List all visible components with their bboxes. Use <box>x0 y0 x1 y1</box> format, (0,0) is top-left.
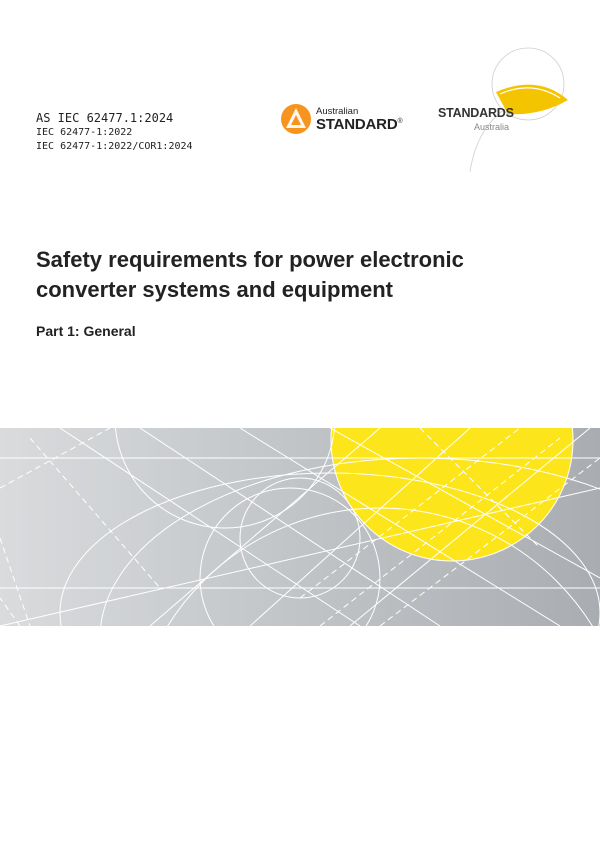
decorative-geometric-band <box>0 428 600 626</box>
australian-standard-logo <box>280 103 403 137</box>
related-standard-2: IEC 62477-1:2022/COR1:2024 <box>36 141 193 152</box>
standards-label: STANDARDS <box>438 106 514 120</box>
related-standard-1: IEC 62477-1:2022 <box>36 127 133 138</box>
australian-label: Australian <box>316 106 359 117</box>
document-title: Safety requirements for power electronic converter systems and equipment <box>36 247 464 302</box>
document-part: Part 1: General <box>36 323 136 339</box>
australia-label: Australia <box>474 122 510 132</box>
australian-standard-mark-icon <box>280 103 312 135</box>
standards-australia-logo <box>428 44 578 184</box>
standard-numbers <box>36 110 193 154</box>
standard-number: AS IEC 62477.1:2024 <box>36 111 174 125</box>
standard-label: STANDARD® <box>316 116 403 133</box>
